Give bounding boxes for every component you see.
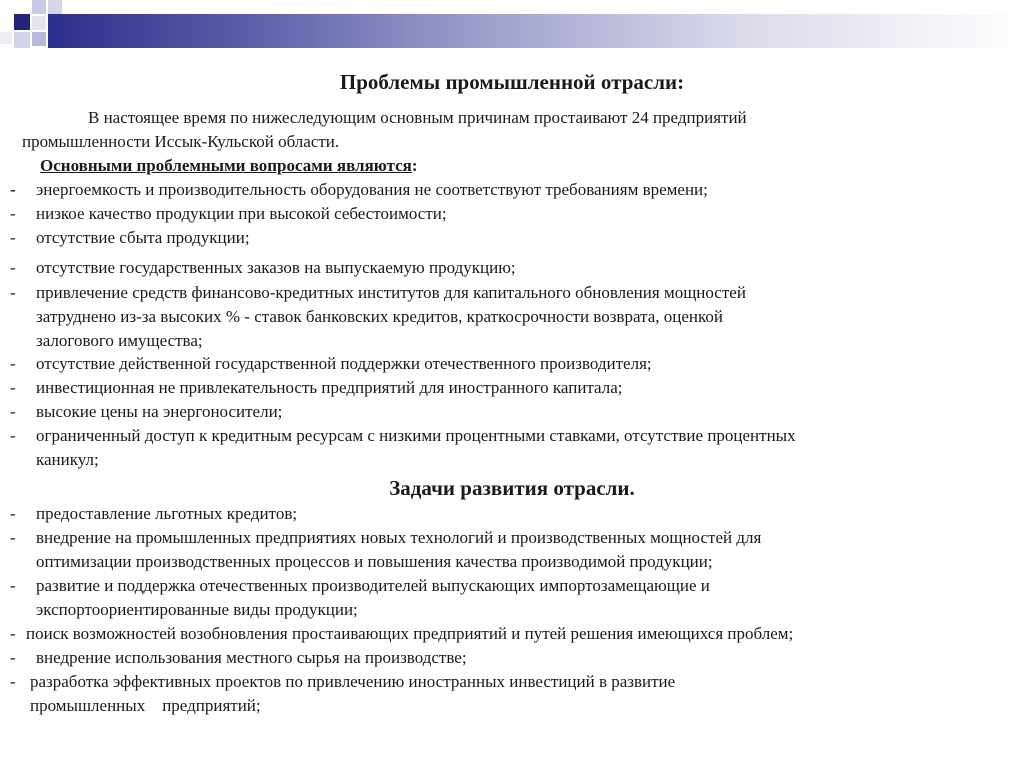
- list-bullet: -: [10, 504, 16, 523]
- list-item: ограниченный доступ к кредитным ресурсам с низкими процентными ставками, отсутствие процентных: [36, 426, 796, 445]
- page-title: Проблемы промышленной отрасли:: [339, 70, 685, 94]
- list-bullet: -: [10, 624, 16, 643]
- decor-square: [32, 16, 46, 30]
- list-bullet: -: [10, 576, 16, 595]
- decor-square: [14, 32, 30, 48]
- list-bullet: -: [10, 648, 16, 667]
- list-item: низкое качество продукции при высокой себестоимости;: [36, 204, 447, 223]
- list-item: высокие цены на энергоносители;: [36, 402, 283, 421]
- list-item: поиск возможностей возобновления простаивающих предприятий и путей решения имеющихся проблем;: [26, 624, 794, 643]
- list-item-continuation: затруднено из-за высоких % - ставок банковских кредитов, краткосрочности возврата, оценкой: [36, 307, 723, 326]
- list-item-continuation: промышленных предприятий;: [30, 696, 261, 715]
- list-item: привлечение средств финансово-кредитных институтов для капитального обновления мощностей: [36, 283, 746, 302]
- list-item-continuation: каникул;: [36, 450, 99, 469]
- list-item: внедрение использования местного сырья на производстве;: [36, 648, 467, 667]
- list-item: отсутствие сбыта продукции;: [36, 228, 250, 247]
- header-decoration: [0, 0, 1024, 62]
- list-bullet: -: [10, 204, 16, 223]
- decor-square: [0, 32, 12, 44]
- decor-square: [32, 0, 46, 14]
- problems-heading: [40, 156, 418, 176]
- decor-square: [14, 14, 30, 30]
- list-item: энергоемкость и производительность оборудования не соответствуют требованиям времени;: [36, 180, 708, 199]
- list-item-continuation: залогового имущества;: [36, 331, 203, 350]
- section-title: Задачи развития отрасли.: [389, 476, 635, 500]
- list-bullet: -: [10, 672, 16, 691]
- list-bullet: -: [10, 258, 16, 277]
- list-item-continuation: экспортоориентированные виды продукции;: [36, 600, 358, 619]
- list-bullet: -: [10, 426, 16, 445]
- list-bullet: -: [10, 228, 16, 247]
- list-bullet: -: [10, 180, 16, 199]
- list-item: отсутствие государственных заказов на выпускаемую продукцию;: [36, 258, 516, 277]
- problems-heading-colon: :: [411, 156, 418, 175]
- list-item: разработка эффективных проектов по привлечению иностранных инвестиций в развитие: [30, 672, 676, 691]
- list-item: развитие и поддержка отечественных производителей выпускающих импортозамещающие и: [36, 576, 710, 595]
- intro-line: В настоящее время по нижеследующим основным причинам простаивают 24 предприятий: [88, 108, 747, 127]
- list-bullet: -: [10, 283, 16, 302]
- list-bullet: -: [10, 528, 16, 547]
- list-bullet: -: [10, 354, 16, 373]
- list-item: отсутствие действенной государственной поддержки отечественного производителя;: [36, 354, 652, 373]
- intro-line: промышленности Иссык-Кульской области.: [22, 132, 340, 151]
- list-bullet: -: [10, 378, 16, 397]
- problems-heading-text: Основными проблемными вопросами являются: [40, 156, 412, 175]
- list-item: предоставление льготных кредитов;: [36, 504, 298, 523]
- decor-square: [48, 0, 62, 14]
- decor-square: [32, 32, 46, 46]
- header-gradient-bar: [48, 14, 1024, 48]
- list-item: внедрение на промышленных предприятиях новых технологий и производственных мощностей для: [36, 528, 762, 547]
- list-item-continuation: оптимизации производственных процессов и повышения качества производимой продукции;: [36, 552, 713, 571]
- list-bullet: -: [10, 402, 16, 421]
- list-item: инвестиционная не привлекательность предприятий для иностранного капитала;: [36, 378, 623, 397]
